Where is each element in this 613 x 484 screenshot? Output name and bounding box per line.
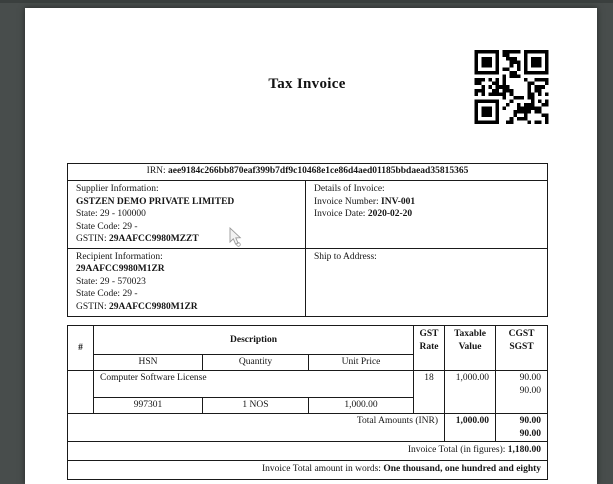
- supplier-gstin-value: 29AAFCC9980MZZT: [109, 234, 199, 244]
- invoice-words-label: Invoice Total amount in words:: [262, 464, 381, 474]
- totals-sgst: 90.00: [519, 428, 542, 439]
- recipient-state-code: State Code: 29 -: [76, 289, 138, 299]
- irn-label: IRN:: [146, 166, 166, 176]
- recipient-gstin-line: [76, 301, 297, 314]
- invoice-title: Tax Invoice: [268, 76, 346, 92]
- invoice-date-label: Invoice Date:: [314, 209, 366, 219]
- line-items-table: [67, 325, 548, 480]
- col-header-quantity: Quantity: [203, 355, 309, 371]
- invoice-details-heading: Details of Invoice:: [314, 184, 385, 194]
- supplier-gstin-line: [76, 233, 297, 246]
- invoice-date-line: [314, 208, 539, 221]
- mouse-cursor-icon: [228, 227, 242, 247]
- viewer-window-edge: [0, 0, 613, 3]
- totals-label: Total Amounts (INR): [68, 414, 445, 442]
- irn-value: aee9184c266bb870eaf399b7df9c10468e1ce86d4aed01185bbdaead35815365: [168, 166, 469, 176]
- col-header-gst-rate: GST Rate: [414, 326, 445, 371]
- supplier-name: GSTZEN DEMO PRIVATE LIMITED: [76, 196, 235, 207]
- recipient-gstin-label: GSTIN:: [76, 301, 107, 312]
- qr-code-icon: [473, 50, 550, 124]
- supplier-heading: Supplier Information:: [76, 184, 159, 194]
- cell-item-cgst-sgst: [496, 371, 548, 414]
- supplier-info-cell: [68, 181, 306, 249]
- item-cgst: 90.00: [519, 373, 542, 383]
- col-header-hsn: HSN: [94, 355, 203, 371]
- cell-item-index: [68, 371, 94, 414]
- recipient-info-cell: [68, 248, 306, 316]
- supplier-gstin-label: GSTIN:: [76, 234, 107, 244]
- cell-item-unit-price: 1,000.00: [309, 398, 414, 414]
- recipient-heading: Recipient Information:: [76, 251, 163, 262]
- col-header-description: Description: [94, 326, 414, 355]
- col-header-index: #: [68, 326, 94, 371]
- cell-item-gst-rate: 18: [414, 371, 445, 414]
- totals-cgst: 90.00: [519, 416, 542, 426]
- invoice-total-label: Invoice Total (in figures):: [407, 445, 506, 455]
- invoice-page: [25, 8, 597, 484]
- recipient-gstin-value: 29AAFCC9980M1ZR: [109, 301, 198, 312]
- col-header-taxable-value: Taxable Value: [445, 326, 496, 371]
- invoice-number-value: INV-001: [381, 196, 416, 207]
- invoice-total-value: 1,180.00: [507, 445, 542, 455]
- recipient-name: 29AAFCC9980M1ZR: [76, 264, 165, 274]
- col-header-cgst-sgst: CGST SGST: [496, 326, 548, 371]
- invoice-total-row: [68, 442, 548, 461]
- recipient-state: State: 29 - 570023: [76, 276, 146, 287]
- cell-item-description: Computer Software License: [94, 371, 414, 398]
- invoice-details-cell: [306, 181, 548, 249]
- invoice-words-value: One thousand, one hundred and eighty: [383, 464, 542, 474]
- item-row: [68, 371, 548, 398]
- invoice-number-label: Invoice Number:: [314, 196, 379, 207]
- supplier-state-code: State Code: 29 -: [76, 221, 138, 232]
- col-header-unit-price: Unit Price: [309, 355, 414, 371]
- invoice-number-line: [314, 196, 539, 209]
- invoice-date-value: 2020-02-20: [367, 209, 413, 219]
- invoice-header-table: [67, 163, 548, 317]
- irn-line: [68, 164, 548, 181]
- supplier-state: State: 29 - 100000: [76, 209, 146, 219]
- cell-item-taxable-value: 1,000.00: [445, 371, 496, 414]
- cell-item-hsn: 997301: [94, 398, 203, 414]
- cell-item-quantity: 1 NOS: [203, 398, 309, 414]
- totals-cgst-sgst: [496, 414, 548, 442]
- totals-row: [68, 414, 548, 442]
- invoice-words-row: [68, 461, 548, 480]
- ship-to-heading: Ship to Address:: [314, 251, 377, 262]
- ship-to-cell: [306, 248, 548, 316]
- totals-taxable-value: 1,000.00: [445, 414, 496, 442]
- item-sgst: 90.00: [519, 385, 542, 396]
